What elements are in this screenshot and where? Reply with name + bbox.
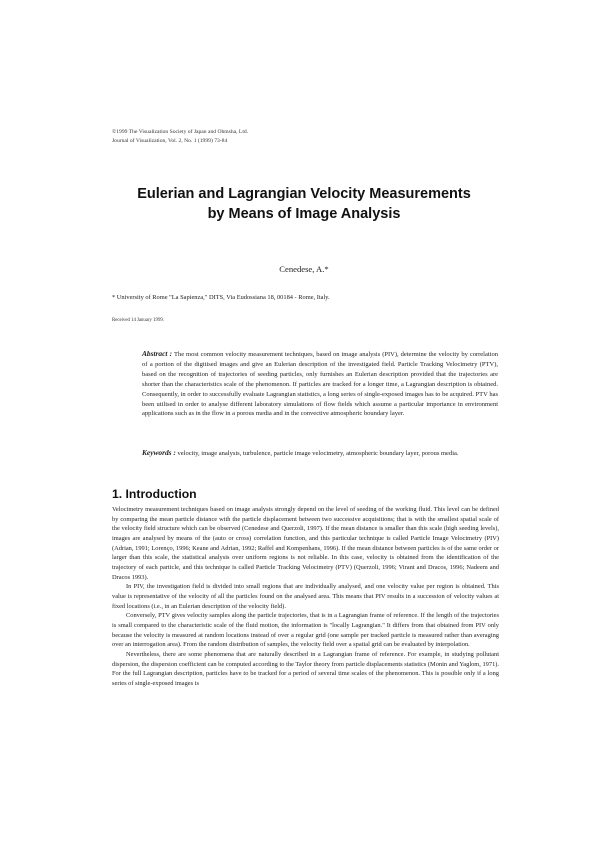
paragraph: Velocimetry measurement techniques based on image analysis strongly depend on the level of seeding of the working fluid. This level can be defined by comparing the mean particle distance with the particle displacement between two successive acquisitions; that is with the smallest spatial scale of the velocity field structure which can be observed (Cenedese and Querzoli, 1997). If the mean distance is smaller than this scale (high seeding levels), images are analysed by means of the (auto or cross) correlation function, and this particular technique is called Particle Image Velocimetry (PIV) (Adrian, 1991; Lorenço, 1996; Keane and Adrian, 1992; Raffel and Kompenhans, 1996). If the mean distance between particles is of the same order or larger than this scale, the statistical analysis over uniform regions is not reliable. In this case, velocity is obtained from the identification of the trajectory of each particle, and this technique is called Particle Tracking Velocimetry (PTV) (Querzoli, 1996; Virant and Dracos, 1996; Nadeem and Dracos 1993). bbox=[112, 506, 499, 581]
title-line-2: by Means of Image Analysis bbox=[207, 206, 401, 222]
abstract-label: Abstract : bbox=[142, 349, 173, 358]
received-date: Received 14 January 1999. bbox=[112, 318, 164, 323]
section-body bbox=[112, 505, 499, 688]
abstract-text: The most common velocity measurement techniques, based on image analysis (PIV), determine the velocity by correlation of a portion of the digitised images and give an Eulerian description of the investigated field. Particle Tracking Velocimetry (PTV), based on the recognition of trajectories of seeding particles, only furnishes an Eulerian description provided that the trajectories are shorter than the characteristics scale of the phenomenon. If particles are tracked for a longer time, a Lagrangian description is obtained. Consequently, in order to successfully evaluate Lagrangian statistics, a long series of single-exposed images has to be acquired. PTV has been utilised in order to analyse different laboratory simulations of flow fields which assume a particular importance in environment applications such as in the flow in a porous media and in the convective atmospheric boundary layer. bbox=[142, 351, 498, 418]
paragraph: Conversely, PTV gives velocity samples along the particle trajectories, that is in a Lagrangian frame of reference. If the length of the trajectories is small compared to the characteristic scale of the fluid motion, the information is "locally Lagrangian." It differs from that obtained from PIV only because the velocity is measured at random locations instead of over a regular grid (one sample per tracked particle is measured rather than averaging over an interrogation area). From the random distribution of samples, the velocity field over a spatial grid can be evaluated by interpolation. bbox=[112, 612, 499, 649]
paragraph: In PIV, the investigation field is divided into small regions that are individually analysed, and one velocity value per region is obtained. This value is representative of the velocity of all the particles found on the analysed area. This means that PIV results in a succession of velocity values at fixed locations (i.e., in an Eulerian description of the velocity field). bbox=[112, 583, 499, 610]
keywords-label: Keywords : bbox=[142, 448, 176, 457]
keywords-text: velocity, image analysis, turbulence, particle image velocimetry, atmospheric boundary layer, porous media. bbox=[177, 450, 459, 457]
copyright-line: ©1999 The Visualization Society of Japan and Ohmsha, Ltd. bbox=[112, 129, 249, 135]
title-line-1: Eulerian and Lagrangian Velocity Measurements bbox=[137, 186, 471, 202]
author: Cenedese, A.* bbox=[279, 264, 329, 274]
copyright-header bbox=[112, 128, 248, 146]
paragraph: Nevertheless, there are some phenomena that are naturally described in a Lagrangian frame of reference. For example, in studying pollutant dispersion, the dispersion coefficient can be computed according to the Taylor theory from particle displacements statistics (Monin and Yaglom, 1971). For the full Lagrangian description, particles have to be tracked for a period of several time scales of the phenomenon. This is possible only if a long series of single-exposed images is bbox=[112, 650, 499, 687]
journal-citation: Journal of Visualization, Vol. 2, No. 1 (1999) 73-84 bbox=[112, 138, 228, 144]
keywords bbox=[142, 448, 498, 459]
affiliation: * University of Rome "La Sapienza," DITS, Via Eudossiana 18, 00184 - Rome, Italy. bbox=[112, 294, 330, 301]
paper-title bbox=[0, 184, 608, 224]
section-heading: 1. Introduction bbox=[112, 487, 197, 501]
abstract bbox=[142, 349, 498, 419]
